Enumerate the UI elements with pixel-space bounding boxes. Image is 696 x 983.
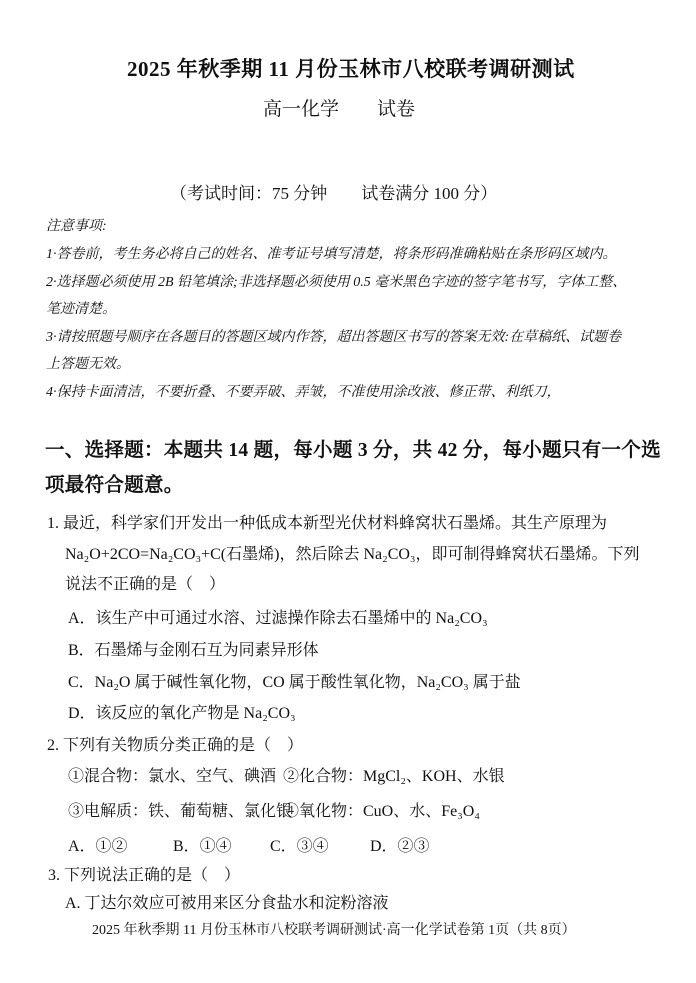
question-1-option-a: A．该生产中可通过水溶、过滤操作除去石墨烯中的 Na₂CO₃ xyxy=(68,610,488,627)
question-1-stem-line-3: 说法不正确的是（ ） xyxy=(65,576,226,593)
section-header-line-2: 项最符合题意。 xyxy=(45,475,184,496)
question-2-group-3: ③电解质：铁、葡萄糖、氯化银 xyxy=(68,803,293,820)
exam-info: （考试时间：75 分钟 试卷满分 100 分） xyxy=(170,184,498,203)
question-3-stem: 3. 下列说法正确的是（ ） xyxy=(48,867,241,884)
notice-line-2-cont: 笔迹清楚。 xyxy=(46,302,116,317)
notices-heading: 注意事项: xyxy=(46,219,107,234)
notice-line-4: 4·保持卡面清洁，不要折叠、不要弄破、弄皱，不准使用涂改液、修正带、利纸刀， xyxy=(46,385,561,400)
question-1-option-d: D．该反应的氧化产物是 Na₂CO₃ xyxy=(68,705,296,722)
page-footer: 2025 年秋季期 11 月份玉林市八校联考调研测试·高一化学试卷第 1页（共 8页） xyxy=(92,923,576,938)
question-2-group-row-2 xyxy=(68,802,480,822)
question-2-group-row-1 xyxy=(68,767,505,787)
question-2-answer-a: A．①② xyxy=(68,838,128,855)
question-2-group-4: ④氧化物：CuO、水、Fe₃O₄ xyxy=(283,803,480,820)
question-2-group-1: ①混合物：氯水、空气、碘酒 xyxy=(68,768,277,785)
question-3-option-a: A. 丁达尔效应可被用来区分食盐水和淀粉溶液 xyxy=(65,895,389,912)
question-2-answer-b: B．①④ xyxy=(173,838,232,855)
paper-subtitle: 高一化学 试卷 xyxy=(263,99,416,120)
question-2-group-2: ②化合物：MgCl₂、KOH、水银 xyxy=(283,768,505,785)
question-2-answer-row xyxy=(68,837,430,857)
question-1-option-b: B．石墨烯与金刚石互为同素异形体 xyxy=(68,642,319,659)
question-1-option-c: C．Na₂O 属于碱性氧化物，CO 属于酸性氧化物，Na₂CO₃ 属于盐 xyxy=(68,674,521,691)
question-2-answer-c: C．③④ xyxy=(270,838,329,855)
paper-title: 2025 年秋季期 11 月份玉林市八校联考调研测试 xyxy=(127,57,575,81)
notice-line-3: 3·请按照题号顺序在各题目的答题区域内作答，超出答题区书写的答案无效:在草稿纸、试题卷 xyxy=(46,330,622,345)
question-1-stem-line-2: Na₂O+2CO=Na₂CO₃+C(石墨烯)，然后除去 Na₂CO₃，即可制得蜂窝状石墨烯。下列 xyxy=(65,546,640,563)
question-2-stem: 2. 下列有关物质分类正确的是（ ） xyxy=(47,737,304,754)
question-2-answer-d: D．②③ xyxy=(370,838,430,855)
notice-line-3-cont: 上答题无效。 xyxy=(46,357,130,372)
notice-line-1: 1·答卷前，考生务必将自己的姓名、准考证号填写清楚，将条形码准确粘贴在条形码区域内。 xyxy=(46,247,617,262)
question-1-stem-line-1: 1. 最近，科学家们开发出一种低成本新型光伏材料蜂窝状石墨烯。其生产原理为 xyxy=(47,515,608,532)
notice-line-2: 2·选择题必须使用 2B 铅笔填涂;非选择题必须使用 0.5 毫米黑色字迹的签字笔书写，字体工整、 xyxy=(46,275,627,290)
section-header-line-1: 一、选择题：本题共 14 题，每小题 3 分，共 42 分，每小题只有一个选 xyxy=(45,440,661,461)
